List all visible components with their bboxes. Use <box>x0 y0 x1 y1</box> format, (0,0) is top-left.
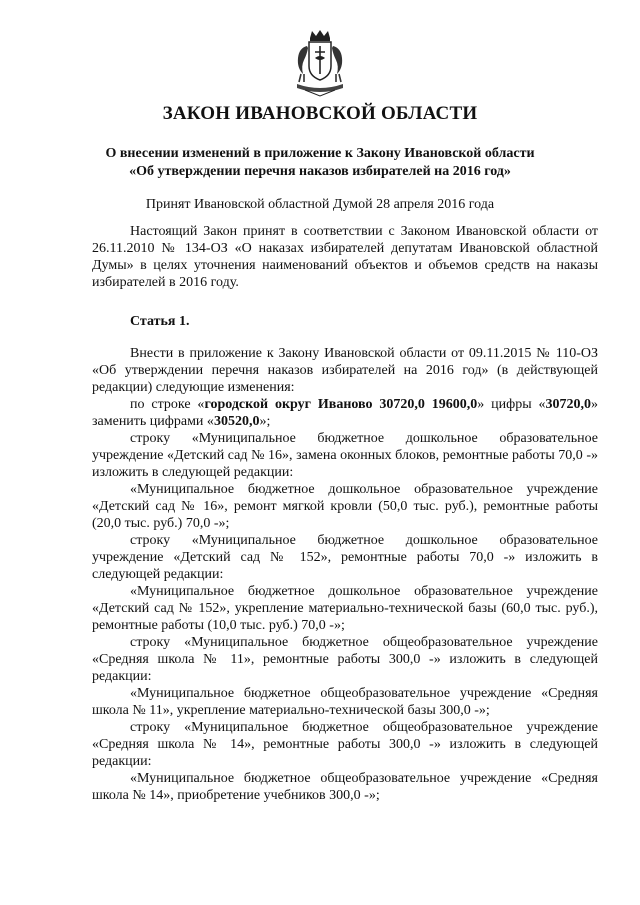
amendment-paragraph-9: «Муниципальное бюджетное общеобразовательное учреждение «Средняя школа № 14», приобретение учебников 300,0 -»; <box>92 771 598 803</box>
coat-of-arms-icon <box>291 28 349 98</box>
amendment-paragraph-7: «Муниципальное бюджетное общеобразовательное учреждение «Средняя школа № 11», укрепление материально-технической базы 300,0 -»; <box>92 686 598 718</box>
text-run-bold: 30520,0 <box>213 414 260 429</box>
subtitle-line-1: О внесении изменений в приложение к Закону Ивановской области <box>105 146 535 161</box>
amendment-paragraph-3: «Муниципальное бюджетное дошкольное образовательное учреждение «Детский сад № 16», ремонт мягкой кровли (50,0 тыс. руб.), ремонтные работы (20,0 тыс. руб.) 70,0 -»; <box>92 482 598 531</box>
adoption-date-line: Принят Ивановской областной Думой 28 апреля 2016 года <box>145 197 495 212</box>
amendment-paragraph-1 <box>92 396 598 430</box>
amendment-paragraph-5: «Муниципальное бюджетное дошкольное образовательное учреждение «Детский сад № 152», укрепление материально-технической базы (60,0 тыс. руб.), ремонтные работы (10,0 тыс. руб.) 70,0 -»; <box>92 584 598 633</box>
amendment-paragraph-6: строку «Муниципальное бюджетное общеобразовательное учреждение «Средняя школа № 11», ремонтные работы 300,0 -» изложить в следующей редакции: <box>92 635 598 684</box>
article-intro-paragraph: Внести в приложение к Закону Ивановской области от 09.11.2015 № 110-ОЗ «Об утверждении перечня наказов избирателей на 2016 год» (в действующей редакции) следующие изменения: <box>92 346 598 395</box>
law-subtitle <box>60 145 580 181</box>
text-run: »; <box>259 414 271 429</box>
text-run-bold: 30720,0 <box>545 397 591 412</box>
text-run-bold: городской округ Иваново 30720,0 19600,0 <box>204 397 478 412</box>
text-run: » цифры « <box>477 397 546 412</box>
text-run: по строке « <box>130 397 205 412</box>
preamble-block <box>92 223 598 291</box>
subtitle-line-2: «Об утверждении перечня наказов избирателей на 2016 год» <box>129 164 511 179</box>
amendment-paragraph-8: строку «Муниципальное бюджетное общеобразовательное учреждение «Средняя школа № 14», ремонтные работы 300,0 -» изложить в следующей редакции: <box>92 720 598 769</box>
text-run: » заменить цифрами « <box>92 397 598 429</box>
law-title: ЗАКОН ИВАНОВСКОЙ ОБЛАСТИ <box>162 103 478 124</box>
amendment-paragraph-4: строку «Муниципальное бюджетное дошкольное образовательное учреждение «Детский сад № 152», ремонтные работы 70,0 -» изложить в следующей редакции: <box>92 533 598 582</box>
preamble-paragraph: Настоящий Закон принят в соответствии с Законом Ивановской области от 26.11.2010 № 134-ОЗ «О наказах избирателей депутатам Ивановской областной Думы» в целях уточнения наименований объектов и объемов средств на наказы избирателей в 2016 году. <box>92 224 598 290</box>
article-heading: Статья 1. <box>130 314 190 329</box>
amendment-paragraph-2: строку «Муниципальное бюджетное дошкольное образовательное учреждение «Детский сад № 16», замена оконных блоков, ремонтные работы 70,0 -» изложить в следующей редакции: <box>92 431 598 480</box>
article-body <box>92 345 598 804</box>
